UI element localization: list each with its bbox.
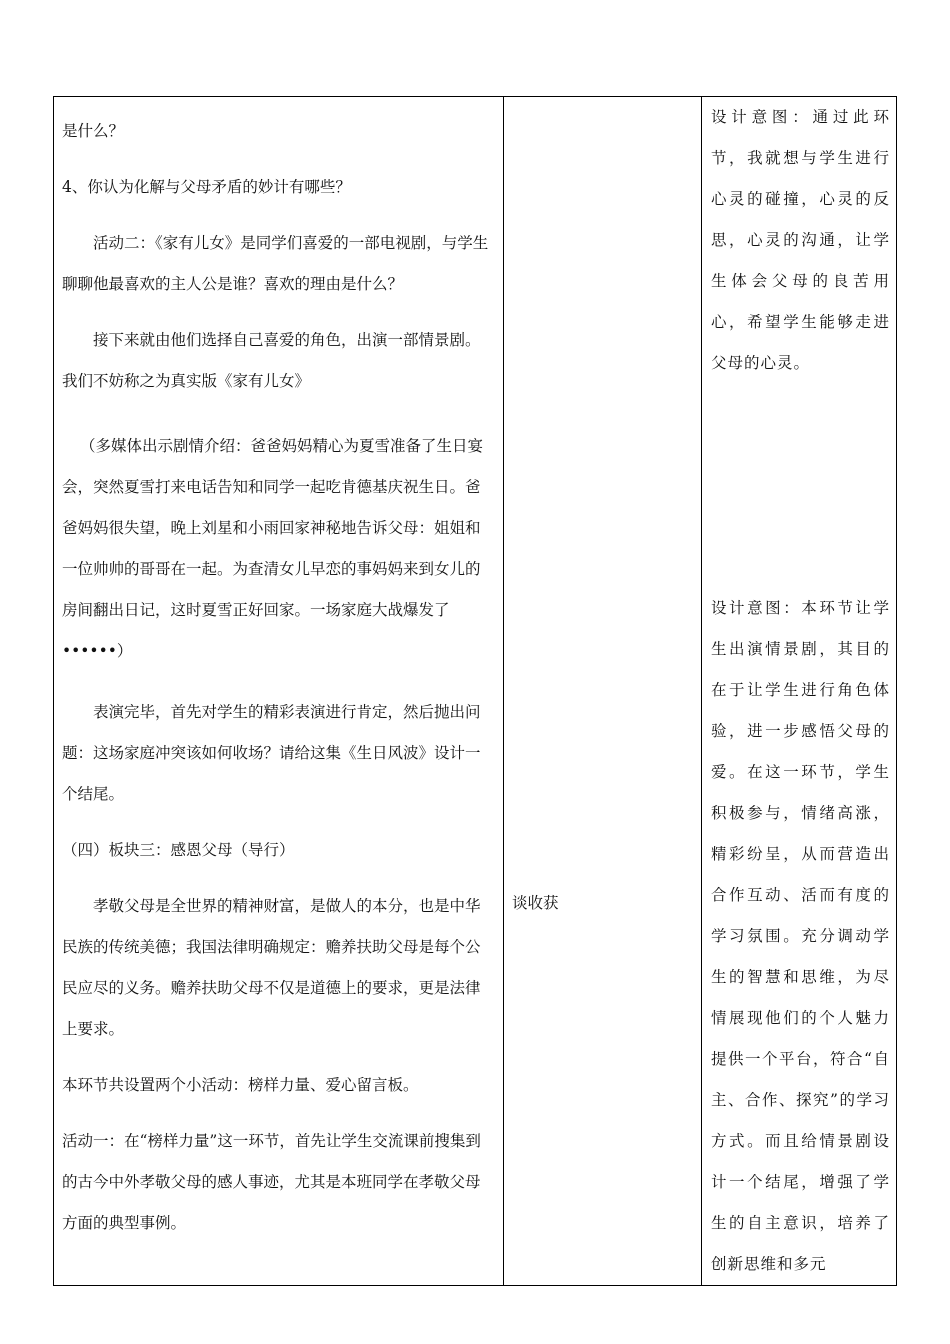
paragraph: 是什么？ <box>62 122 125 140</box>
teaching-process-text <box>54 97 503 1244</box>
student-activity-cell <box>504 97 702 1286</box>
teaching-process-cell <box>54 97 504 1286</box>
paragraph: 4、你认为化解与父母矛盾的妙计有哪些？ <box>62 178 351 196</box>
table-row <box>54 97 897 1286</box>
design-intent-cell <box>702 97 897 1286</box>
design-intent-text <box>702 97 896 1285</box>
paragraph: 孝敬父母是全世界的精神财富，是做人的本分，也是中华民族的传统美德；我国法律明确规定：赡养扶助父母是每个公民应尽的义务。赡养扶助父母不仅是道德上的要求，更是法律上要求。 <box>62 897 481 1038</box>
design-intent-note: 设计意图：通过此环节，我就想与学生进行心灵的碰撞，心灵的反思，心灵的沟通，让学生体会父母的良苦用心，希望学生能够走进父母的心灵。 <box>711 108 890 372</box>
student-activity-content <box>504 97 701 1285</box>
paragraph: 本环节共设置两个小活动：榜样力量、爱心留言板。 <box>62 1076 419 1094</box>
section-heading: （四）板块三：感恩父母（导行） <box>62 841 295 859</box>
lesson-plan-table <box>53 96 897 1286</box>
paragraph: 活动二：《家有儿女》是同学们喜爱的一部电视剧，与学生聊聊他最喜欢的主人公是谁？喜欢的理由是什么？ <box>62 234 489 293</box>
paragraph: 接下来就由他们选择自己喜爱的角色，出演一部情景剧。我们不妨称之为真实版《家有儿女》 <box>62 331 481 390</box>
paragraph: 活动一：在“榜样力量”这一环节，首先让学生交流课前搜集到的古今中外孝敬父母的感人事迹，尤其是本班同学在孝敬父母方面的典型事例。 <box>62 1132 481 1232</box>
paragraph: 表演完毕，首先对学生的精彩表演进行肯定，然后抛出问题：这场家庭冲突该如何收场？请给这集《生日风波》设计一个结尾。 <box>62 703 481 803</box>
paragraph: （多媒体出示剧情介绍：爸爸妈妈精心为夏雪准备了生日宴会，突然夏雪打来电话告知和同学一起吃肯德基庆祝生日。爸爸妈妈很失望，晚上刘星和小雨回家神秘地告诉父母：姐姐和一位帅帅的哥哥在一起。为查清女儿早恋的事妈妈来到女儿的房间翻出日记，这时夏雪正好回家。一场家庭大战爆发了••••••） <box>62 437 484 660</box>
design-intent-note: 设计意图：本环节让学生出演情景剧，其目的在于让学生进行角色体验，进一步感悟父母的爱。在这一环节，学生积极参与，情绪高涨，精彩纷呈，从而营造出合作互动、活而有度的学习氛围。充分调动学生的智慧和思维，为尽情展现他们的个人魅力提供一个平台，符合“自主、合作、探究”的学习方式。而且给情景剧设计一个结尾，增强了学生的自主意识，培养了创新思维和多元 <box>711 599 890 1273</box>
student-activity-label: 谈收获 <box>512 894 559 912</box>
